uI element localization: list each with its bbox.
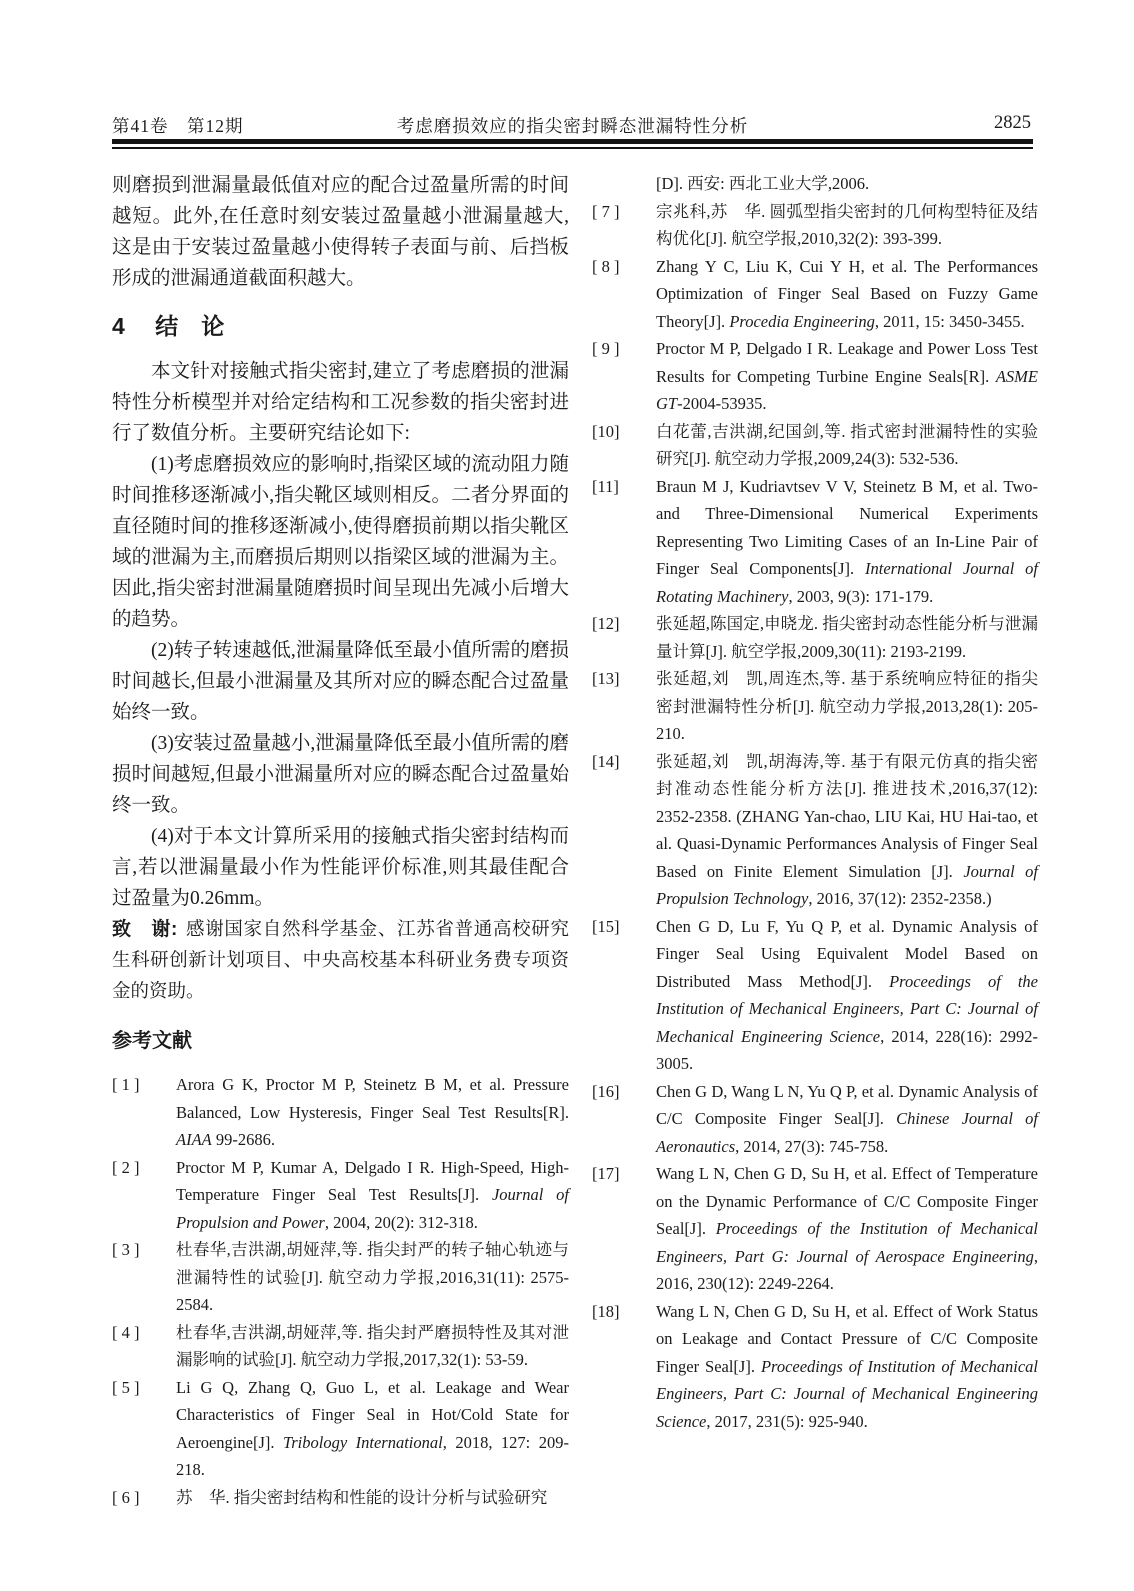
section-title: 结 论	[155, 313, 225, 339]
reference-text: Proctor M P, Kumar A, Delgado I R. High-Speed, High-Temperature Finger Seal Test Results[J]. Journal of Propulsion and Power, 2004, 20(2): 312-318.	[176, 1157, 569, 1232]
reference-text: 张延超,刘 凯,胡海涛,等. 基于有限元仿真的指尖密封准动态性能分析方法[J]. 推进技术,2016,37(12): 2352-2358. (ZHANG Yan-chao, LIU Kai, HU Hai-tao, et al. Quasi-Dynamic Performances Analysis of Finger Seal Based on Finite Element Simulation [J]. Journal of Propulsion Technology, 2016, 37(12): 2352-2358.)	[656, 751, 1039, 908]
continuation-paragraph: 则磨损到泄漏量最低值对应的配合过盈量所需的时间越短。此外,在任意时刻安装过盈量越小泄漏量越大,这是由于安装过盈量越小使得转子表面与前、后挡板形成的泄漏通道截面积越大。	[112, 175, 569, 289]
reference-text: 苏 华. 指尖密封结构和性能的设计分析与试验研究	[176, 1487, 548, 1507]
reference-item	[112, 1484, 569, 1512]
reference-text: [D]. 西安: 西北工业大学,2006.	[656, 174, 870, 193]
references-heading: 参考文献	[112, 1030, 192, 1052]
conclusion-paragraph: (1)考虑磨损效应的影响时,指梁区域的流动阻力随时间推移逐渐减小,指尖靴区域则相反。二者分界面的直径随时间的推移逐渐减小,使得磨损前期以指尖靴区域的泄漏为主,而磨损后期则以指梁区域的泄漏为主。因此,指尖密封泄漏量随磨损时间呈现出先减小后增大的趋势。	[112, 454, 569, 630]
acknowledgement-label: 致 谢:	[112, 919, 178, 940]
acknowledgement-text: 感谢国家自然科学基金、江苏省普通高校研究生科研创新计划项目、中央高校基本科研业务费专项资金的资助。	[112, 920, 569, 1002]
reference-item	[592, 665, 1038, 748]
page-number: 2825	[994, 113, 1031, 133]
page-title: 考虑磨损效应的指尖密封瞬态泄漏特性分析	[396, 116, 749, 136]
reference-item	[592, 1078, 1038, 1161]
conclusion-paragraph: (3)安装过盈量越小,泄漏量降低至最小值所需的磨损时间越短,但最小泄漏量所对应的瞬态配合过盈量始终一致。	[112, 733, 569, 816]
reference-label: [ 6 ]	[112, 1487, 140, 1507]
conclusion-paragraph: (4)对于本文计算所采用的接触式指尖密封结构而言,若以泄漏量最小作为性能评价标准,则其最佳配合过盈量为0.26mm。	[112, 826, 569, 909]
reference-text: Li G Q, Zhang Q, Guo L, et al. Leakage and Wear Characteristics of Finger Seal in Hot/Cold State for Aeroengine[J]. Tribology International, 2018, 127: 209-218.	[176, 1377, 569, 1479]
reference-item	[112, 1154, 569, 1237]
reference-label: [13]	[592, 669, 620, 688]
reference-item	[592, 610, 1038, 665]
section-heading	[112, 311, 569, 341]
reference-label: [ 5 ]	[112, 1377, 140, 1397]
header-rule-thin	[112, 147, 1033, 149]
reference-text: Chen G D, Lu F, Yu Q P, et al. Dynamic Analysis of Finger Seal Using Equivalent Model Based on Distributed Mass Method[J]. Proceedings of the Institution of Mechanical Engineers, Part C: Journal of Mechanical Engineering Science, 2014, 228(16): 2992-3005.	[656, 916, 1039, 1073]
reference-label: [ 4 ]	[112, 1322, 140, 1342]
reference-item	[592, 1298, 1038, 1436]
references-list-left	[112, 1071, 569, 1511]
reference-label: [16]	[592, 1081, 620, 1101]
reference-item	[112, 1374, 569, 1484]
reference-label: [ 1 ]	[112, 1075, 140, 1094]
reference-item	[592, 170, 1038, 198]
reference-text: Braun M J, Kudriavtsev V V, Steinetz B M, et al. Two- and Three-Dimensional Numerical Experiments Representing Two Limiting Cases of an In-Line Pair of Finger Seal Components[J]. International Journal of Rotating Machinery, 2003, 9(3): 171-179.	[656, 476, 1038, 606]
section-number: 4	[112, 313, 125, 339]
references-list-right	[592, 170, 1038, 1435]
reference-label: [ 3 ]	[112, 1240, 140, 1259]
reference-item	[592, 335, 1038, 418]
conclusion-paragraph: 本文针对接触式指尖密封,建立了考虑磨损的泄漏特性分析模型并对给定结构和工况参数的指尖密封进行了数值分析。主要研究结论如下:	[112, 361, 569, 444]
volume-issue: 第41卷 第12期	[112, 116, 244, 136]
reference-label: [17]	[592, 1164, 620, 1183]
reference-item	[592, 913, 1038, 1078]
right-column	[592, 170, 1038, 1435]
header-rule-thick	[112, 139, 1033, 144]
reference-item	[592, 1160, 1038, 1298]
reference-item	[592, 253, 1038, 336]
reference-label: [14]	[592, 751, 620, 771]
reference-text: Zhang Y C, Liu K, Cui Y H, et al. The Performances Optimization of Finger Seal Based on Fuzzy Game Theory[J]. Procedia Engineering, 2011, 15: 3450-3455.	[656, 256, 1038, 331]
reference-label: [10]	[592, 421, 620, 441]
reference-text: 张延超,陈国定,申晓龙. 指尖密封动态性能分析与泄漏量计算[J]. 航空学报,2009,30(11): 2193-2199.	[656, 614, 1038, 661]
reference-text: Proctor M P, Delgado I R. Leakage and Power Loss Test Results for Competing Turbine Engine Seals[R]. ASME GT-2004-53935.	[656, 339, 1038, 413]
reference-text: 白花蕾,吉洪湖,纪国剑,等. 指式密封泄漏特性的实验研究[J]. 航空动力学报,2009,24(3): 532-536.	[656, 421, 1038, 468]
reference-text: Wang L N, Chen G D, Su H, et al. Effect of Temperature on the Dynamic Performance of C/C Composite Finger Seal[J]. Proceedings of the Institution of Mechanical Engineers, Part G: Journal of Aerospace Engineering, 2016, 230(12): 2249-2264.	[656, 1164, 1038, 1293]
reference-item	[592, 198, 1038, 253]
reference-label: [ 2 ]	[112, 1157, 140, 1177]
reference-text: 杜春华,吉洪湖,胡娅萍,等. 指尖封严的转子轴心轨迹与泄漏特性的试验[J]. 航空动力学报,2016,31(11): 2575-2584.	[176, 1240, 569, 1314]
reference-item	[112, 1071, 569, 1154]
reference-text: 宗兆科,苏 华. 圆弧型指尖密封的几何构型特征及结构优化[J]. 航空学报,2010,32(2): 393-399.	[656, 201, 1038, 248]
reference-item	[112, 1236, 569, 1319]
reference-label: [18]	[592, 1301, 620, 1321]
reference-label: [ 8 ]	[592, 256, 620, 276]
running-head	[112, 113, 1033, 139]
reference-label: [11]	[592, 476, 619, 496]
reference-label: [ 9 ]	[592, 339, 620, 358]
reference-text: 张延超,刘 凯,周连杰,等. 基于系统响应特征的指尖密封泄漏特性分析[J]. 航空动力学报,2013,28(1): 205-210.	[656, 669, 1038, 743]
reference-item	[112, 1319, 569, 1374]
acknowledgement	[112, 914, 569, 1008]
reference-label: [15]	[592, 916, 620, 936]
reference-label: [ 7 ]	[592, 201, 620, 221]
reference-label: [12]	[592, 614, 620, 633]
conclusion-paragraphs	[112, 356, 569, 914]
reference-text: Chen G D, Wang L N, Yu Q P, et al. Dynamic Analysis of C/C Composite Finger Seal[J]. Chinese Journal of Aeronautics, 2014, 27(3): 745-758.	[656, 1081, 1038, 1156]
reference-text: Arora G K, Proctor M P, Steinetz B M, et al. Pressure Balanced, Low Hysteresis, Finger Seal Test Results[R]. AIAA 99-2686.	[176, 1075, 569, 1149]
reference-item	[592, 473, 1038, 611]
left-column	[112, 170, 569, 1511]
conclusion-paragraph: (2)转子转速越低,泄漏量降低至最小值所需的磨损时间越长,但最小泄漏量及其所对应的瞬态配合过盈量始终一致。	[112, 640, 569, 723]
reference-item	[592, 748, 1038, 913]
reference-item	[592, 418, 1038, 473]
reference-text: 杜春华,吉洪湖,胡娅萍,等. 指尖封严磨损特性及其对泄漏影响的试验[J]. 航空动力学报,2017,32(1): 53-59.	[176, 1322, 569, 1369]
reference-text: Wang L N, Chen G D, Su H, et al. Effect of Work Status on Leakage and Contact Pressure of C/C Composite Finger Seal[J]. Proceedings of Institution of Mechanical Engineers, Part C: Journal of Mechanical Engineering Science, 2017, 231(5): 925-940.	[656, 1301, 1038, 1431]
